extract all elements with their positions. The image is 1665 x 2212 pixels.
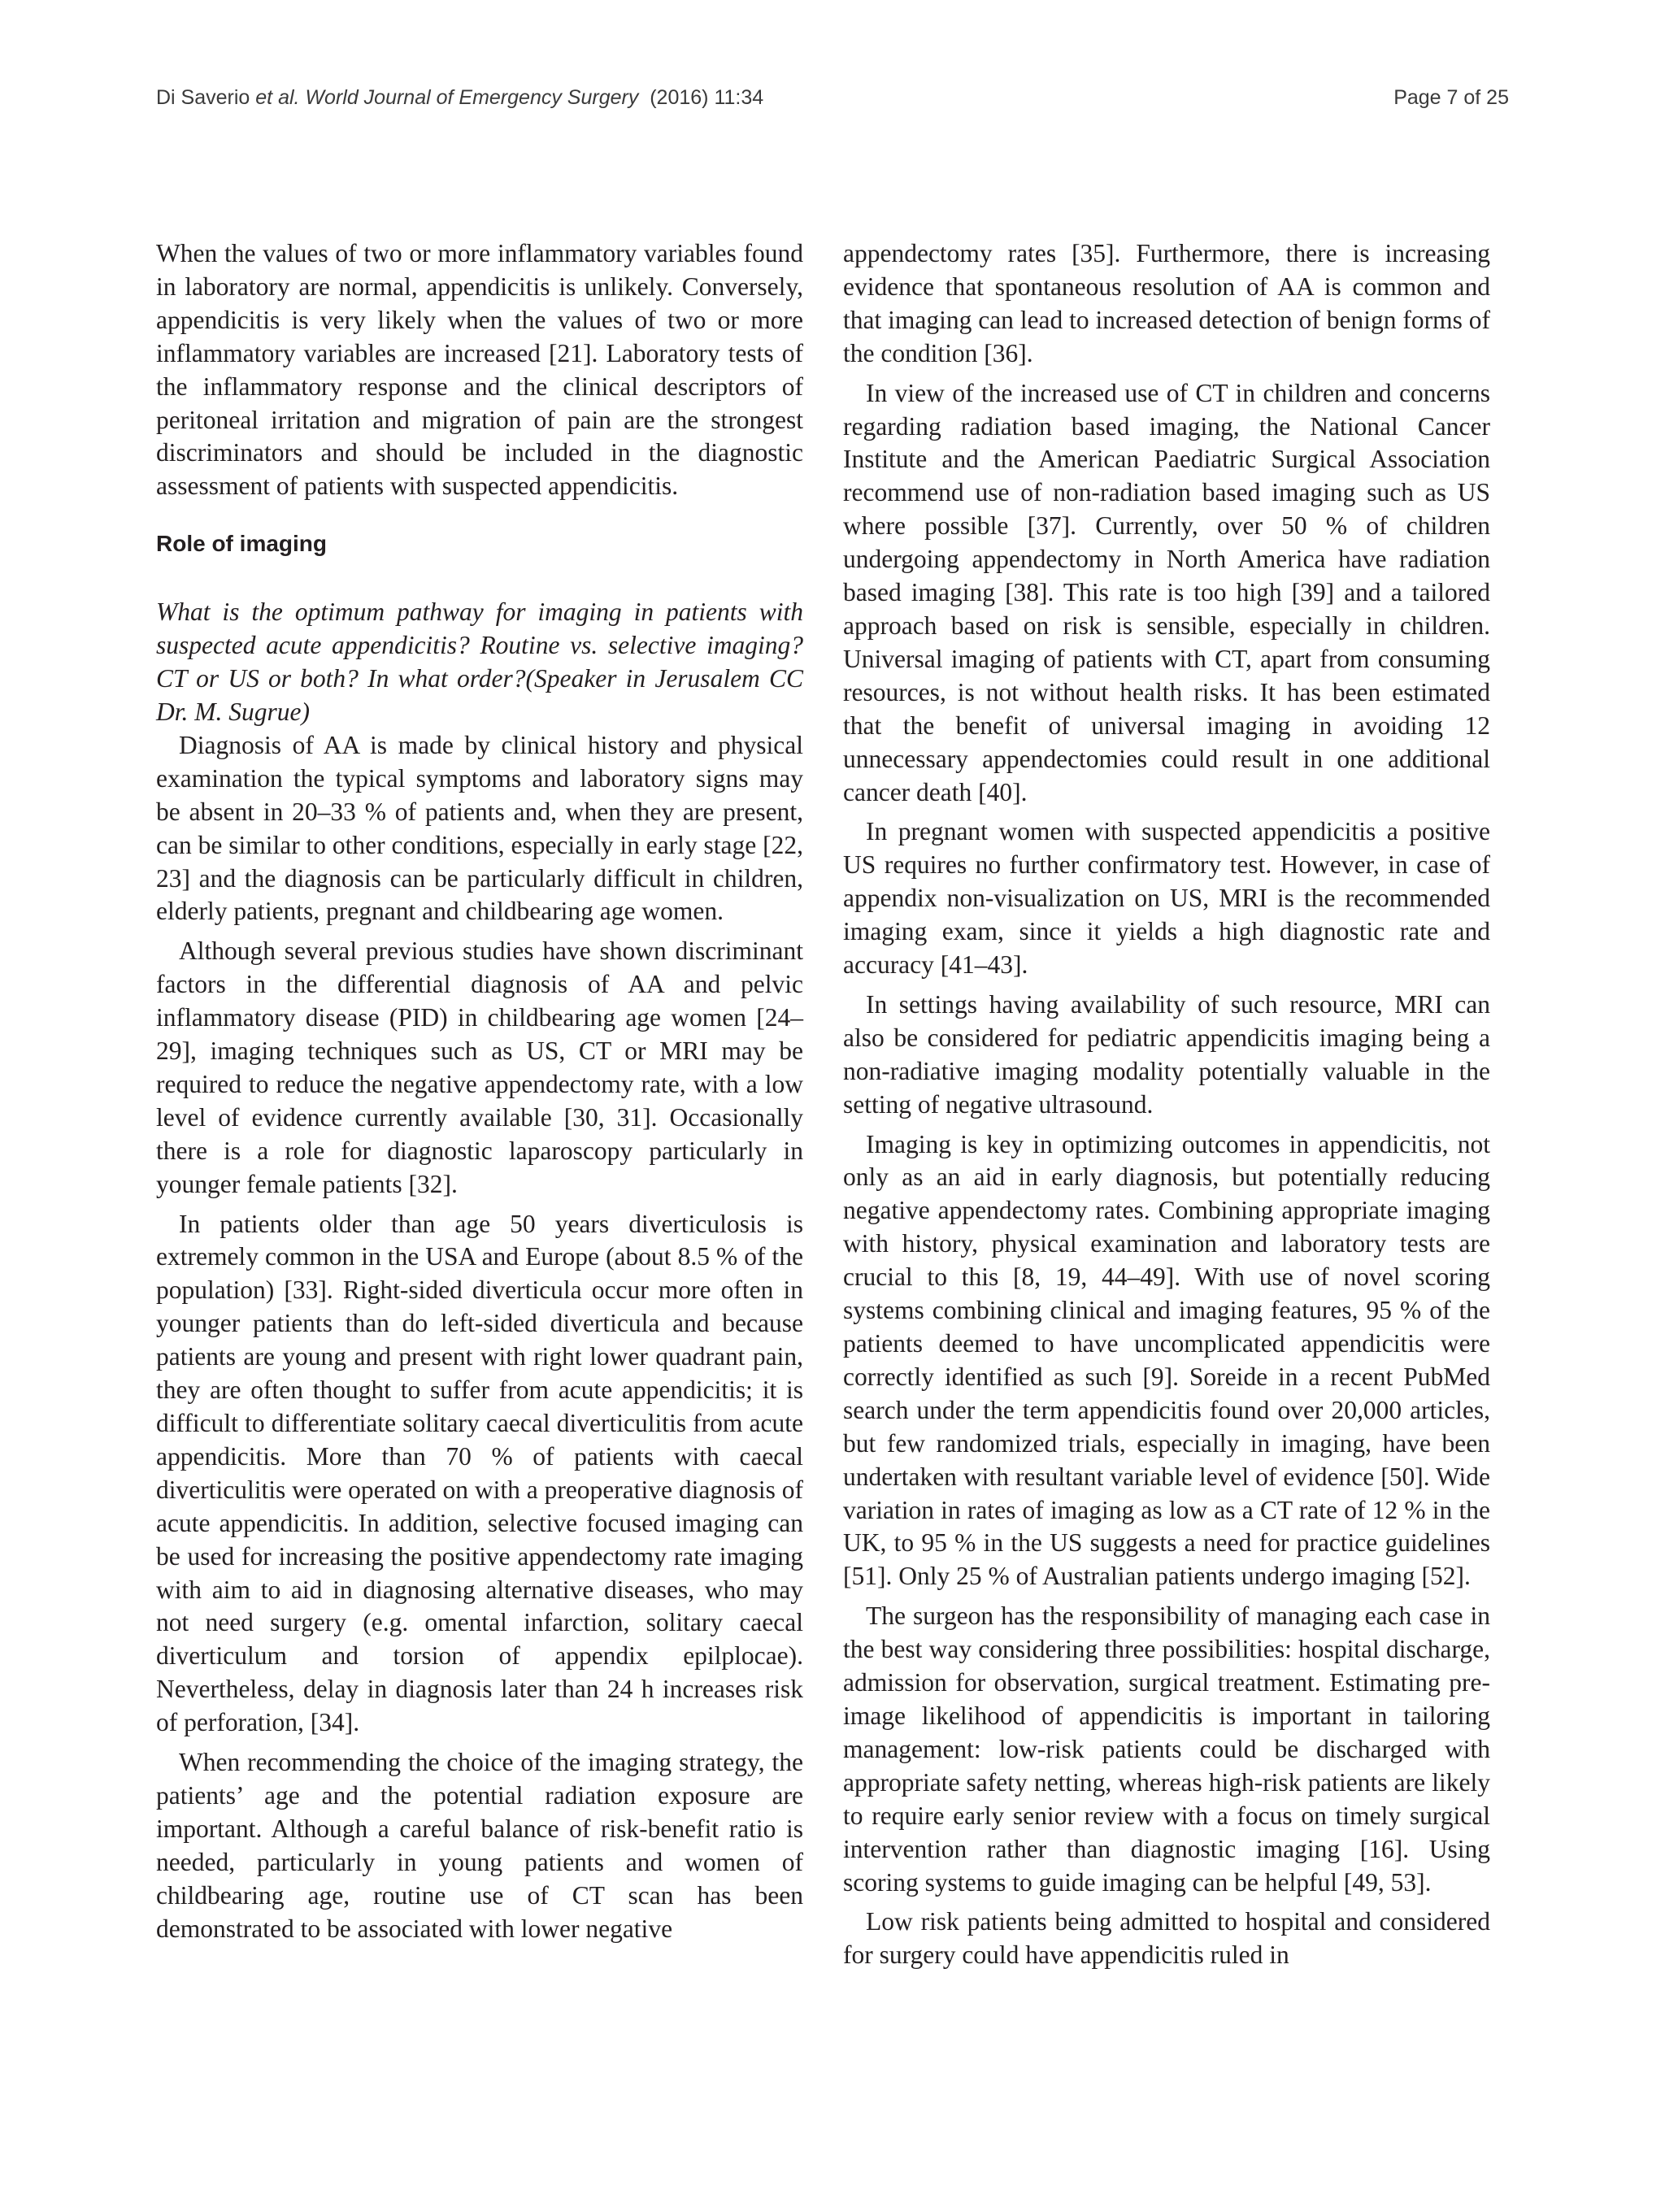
left-column xyxy=(156,237,803,1946)
paragraph-imaging-key: Imaging is key in optimizing outcomes in appendicitis, not only as an aid in early diagnosis, but potentially reducing negative appendectomy rates. Combining appropriate imaging with history, physical examination and laboratory tests are crucial to this [8, 19, 44–49]. With use of novel scoring systems combining clinical and imaging features, 95 % of the patients deemed to have uncomplicated appendicitis were correctly identified as such [9]. Soreide in a recent PubMed search under the term appendicitis found over 20,000 articles, but few randomized trials, especially in imaging, have been undertaken with resultant variable level of evidence [50]. Wide variation in rates of imaging as low as a CT rate of 12 % in the UK, to 95 % in the US suggests a need for practice guidelines [51]. Only 25 % of Australian patients undergo imaging [52]. xyxy=(843,1129,1490,1591)
paragraph-mri-pediatric: In settings having availability of such resource, MRI can also be considered for pediatric appendicitis imaging being a non-radiative imaging modality potentially valuable in the setting of negative ultrasound. xyxy=(843,989,1490,1119)
paragraph-imaging-strategy: When recommending the choice of the imaging strategy, the patients’ age and the potential radiation exposure are important. Although a careful balance of risk-benefit ratio is needed, particularly in young patients and women of childbearing age, routine use of CT scan has been demonstrated to be associated with lower negative xyxy=(156,1748,803,1943)
year-volume: (2016) 11:34 xyxy=(650,86,764,109)
paragraph-surgeon-responsibility: The surgeon has the responsibility of managing each case in the best way considering three possibilities: hospital discharge, admission for observation, surgical treatment. Estimating pre-image likelihood of appendicitis is important in tailoring management: low-risk patients could be discharged with appropriate safety netting, whereas high-risk patients are likely to require early senior review with a focus on timely surgical intervention rather than diagnostic imaging [16]. Using scoring systems to guide imaging can be helpful [49, 53]. xyxy=(843,1601,1490,1897)
paragraph-diagnosis: Diagnosis of AA is made by clinical history and physical examination the typical symptoms and laboratory signs may be absent in 20–33 % of patients and, when they are present, can be similar to other conditions, especially in early stage [22, 23] and the diagnosis can be particularly difficult in children, elderly patients, pregnant and childbearing age women. xyxy=(156,730,804,926)
page-number: Page 7 of 25 xyxy=(1393,86,1509,109)
paragraph-ct-children: In view of the increased use of CT in children and concerns regarding radiation based imaging, the National Cancer Institute and the American Paediatric Surgical Association recommend use of non-radiation based imaging such as US where possible [37]. Currently, over 50 % of children undergoing appendectomy in North America have radiation based imaging [38]. This rate is too high [39] and a tailored approach based on risk is sensible, especially in children. Universal imaging of patients with CT, apart from consuming resources, is not without health risks. It has been estimated that the benefit of universal imaging in avoiding 12 unnecessary appendectomies could result in one additional cancer death [40]. xyxy=(843,378,1490,806)
paragraph-appendectomy-rates: appendectomy rates [35]. Furthermore, there is increasing evidence that spontaneous resolution of AA is common and that imaging can lead to increased detection of benign forms of the condition [36]. xyxy=(843,239,1490,367)
paragraph-pregnant-women: In pregnant women with suspected appendicitis a positive US requires no further confirmatory test. However, in case of appendix non-visualization on US, MRI is the recommended imaging exam, since it yields a high diagnostic rate and accuracy [41–43]. xyxy=(843,817,1490,980)
paragraph-low-risk: Low risk patients being admitted to hospital and considered for surgery could have appendicitis ruled in xyxy=(843,1907,1490,1970)
key-question: What is the optimum pathway for imaging in patients with suspected acute appendicitis? Routine vs. selective imaging? CT or US or both? In what order?(Speaker in Jerusalem CC Dr. M. Sugrue) xyxy=(156,598,803,726)
right-column xyxy=(843,237,1490,1972)
paragraph-pid: Although several previous studies have shown discriminant factors in the differential diagnosis of AA and pelvic inflammatory disease (PID) in childbearing age women [24–29], imaging techniques such as US, CT or MRI may be required to reduce the negative appendectomy rate, with a low level of evidence currently available [30, 31]. Occasionally there is a role for diagnostic laparoscopy particularly in younger female patients [32]. xyxy=(156,937,803,1198)
running-head xyxy=(156,86,1509,119)
paragraph-diverticulosis: In patients older than age 50 years diverticulosis is extremely common in the USA and Europe (about 8.5 % of the population) [33]. Right-sided diverticula occur more often in younger patients than do left-sided diverticula and because patients are young and present with right lower quadrant pain, they are often thought to suffer from acute appendicitis; it is difficult to differentiate solitary caecal diverticulitis from acute appendicitis. More than 70 % of patients with caecal diverticulitis were operated on with a preoperative diagnosis of acute appendicitis. In addition, selective focused imaging can be used for increasing the positive appendectomy rate imaging with aim to aid in diagnosing alternative diseases, who may not need surgery (e.g. omental infarction, solitary caecal diverticulum and torsion of appendix epilplocae). Nevertheless, delay in diagnosis later than 24 h increases risk of perforation, [34]. xyxy=(156,1209,803,1737)
et-al: et al. xyxy=(255,86,300,109)
section-heading-role-of-imaging: Role of imaging xyxy=(156,531,327,557)
author-names: Di Saverio xyxy=(156,86,250,109)
journal-name: World Journal of Emergency Surgery xyxy=(305,86,639,109)
article-citation xyxy=(156,86,763,110)
paragraph-lab-tests: When the values of two or more inflammatory variables found in laboratory are normal, appendicitis is unlikely. Conversely, appendicitis is very likely when the values of two or more inflammatory variables are increased [21]. Laboratory tests of the inflammatory response and the clinical descriptors of peritoneal irritation and migration of pain are the strongest discriminators and should be included in the diagnostic assessment of patients with suspected appendicitis. xyxy=(156,239,803,501)
